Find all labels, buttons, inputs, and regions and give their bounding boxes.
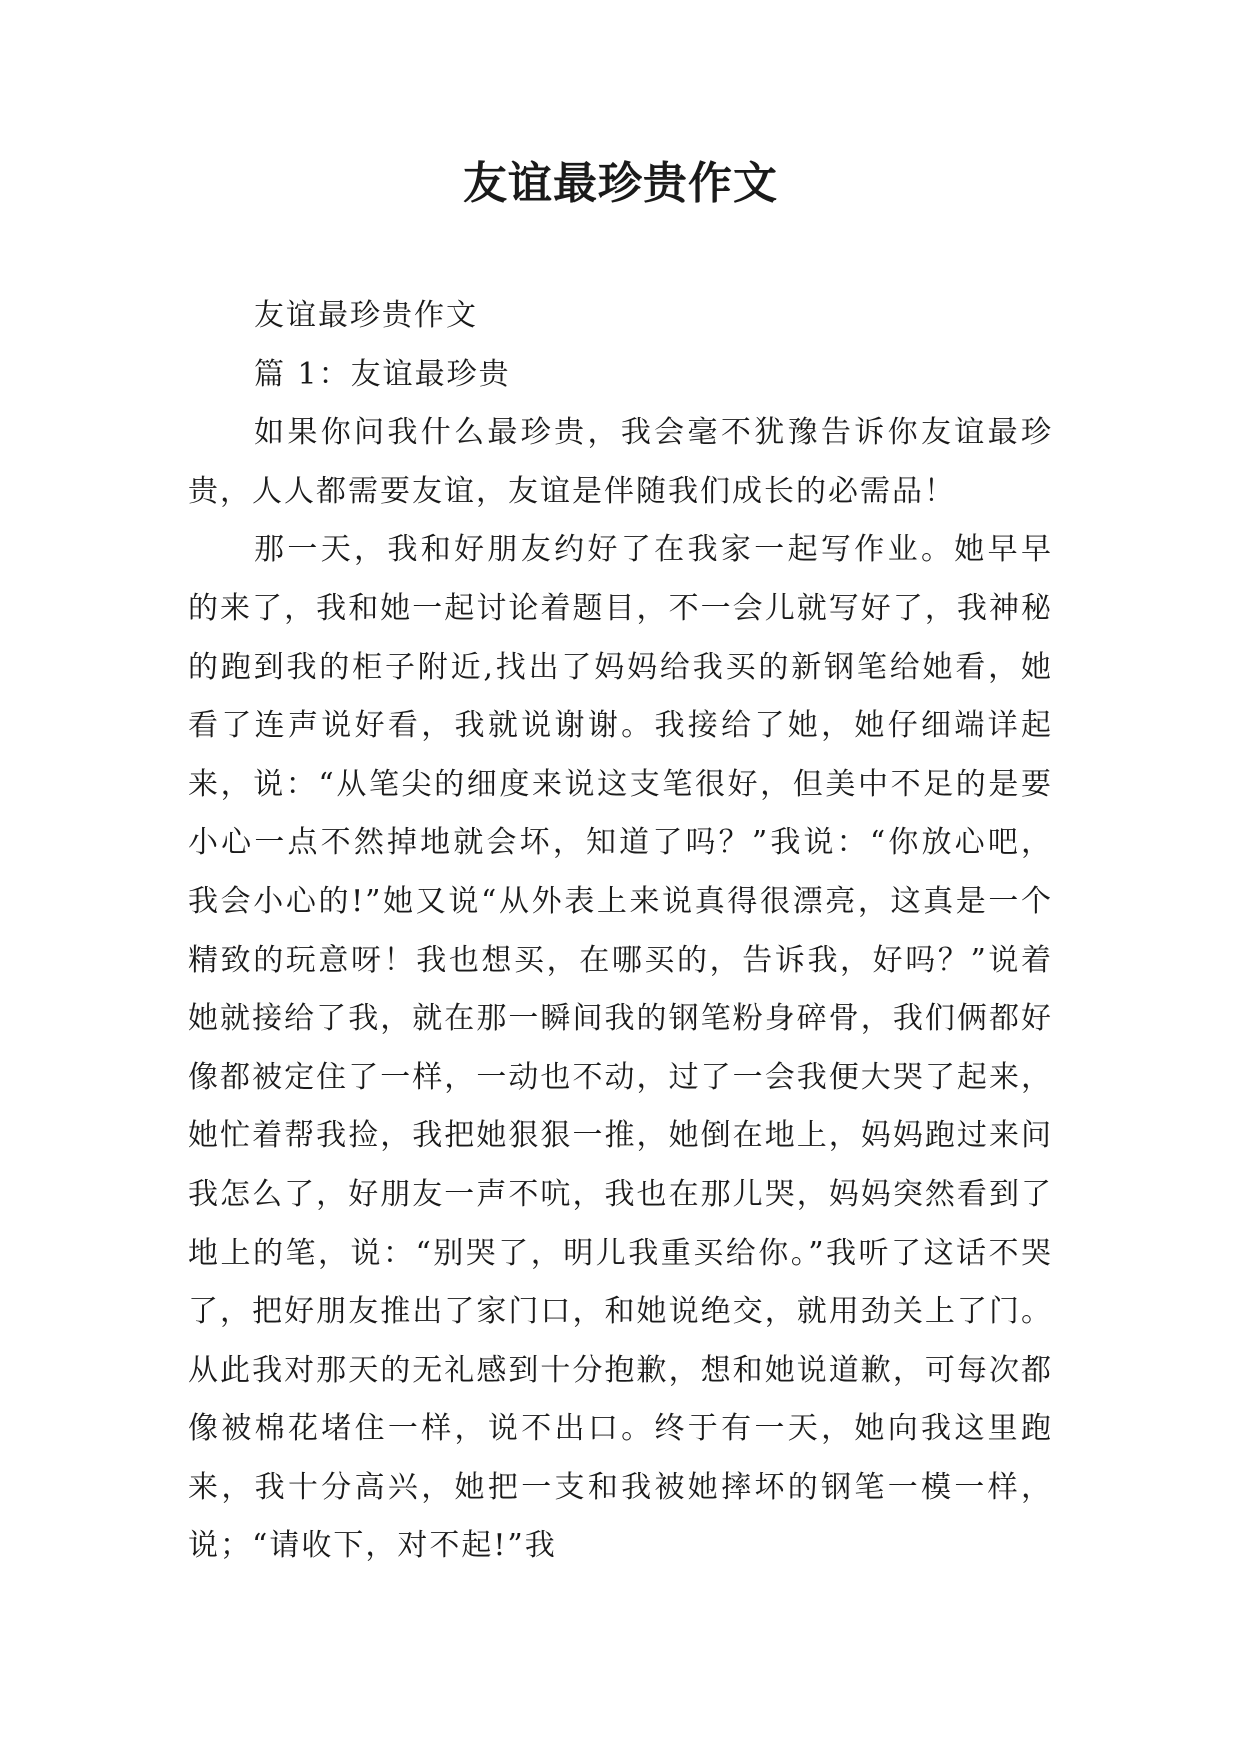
subtitle-paragraph: 友谊最珍贵作文 bbox=[254, 298, 478, 333]
document-body bbox=[188, 287, 1053, 1576]
section-heading: 篇 1：友谊最珍贵 bbox=[254, 356, 511, 392]
body-paragraph: 那一天，我和好朋友约好了在我家一起写作业。她早早的来了，我和她一起讨论着题目，不一会儿就写好了，我神秘的跑到我的柜子附近,找出了妈妈给我买的新钢笔给她看，她看了连声说好看，我就说谢谢。我接给了她，她仔细端详起来，说：“从笔尖的细度来说这支笔很好，但美中不足的是要小心一点不然掉地就会坏，知道了吗？”我说：“你放心吧，我会小心的!”她又说“从外表上来说真得很漂亮，这真是一个精致的玩意呀！我也想买，在哪买的，告诉我，好吗？”说着她就接给了我，就在那一瞬间我的钢笔粉身碎骨，我们俩都好像都被定住了一样，一动也不动，过了一会我便大哭了起来，她忙着帮我捡，我把她狠狠一推，她倒在地上，妈妈跑过来问我怎么了，好朋友一声不吭，我也在那儿哭，妈妈突然看到了地上的笔，说：“别哭了，明儿我重买给你。”我听了这话不哭了，把好朋友推出了家门口，和她说绝交，就用劲关上了门。从此我对那天的无礼感到十分抱歉，想和她说道歉，可每次都像被棉花堵住一样，说不出口。终于有一天，她向我这里跑来，我十分高兴，她把一支和我被她摔坏的钢笔一模一样，说；“请收下，对不起!”我 bbox=[188, 532, 1053, 1564]
document-title: 友谊最珍贵作文 bbox=[463, 158, 778, 209]
body-paragraph: 如果你问我什么最珍贵，我会毫不犹豫告诉你友谊最珍贵，人人都需要友谊，友谊是伴随我们成长的必需品！ bbox=[188, 415, 1053, 509]
